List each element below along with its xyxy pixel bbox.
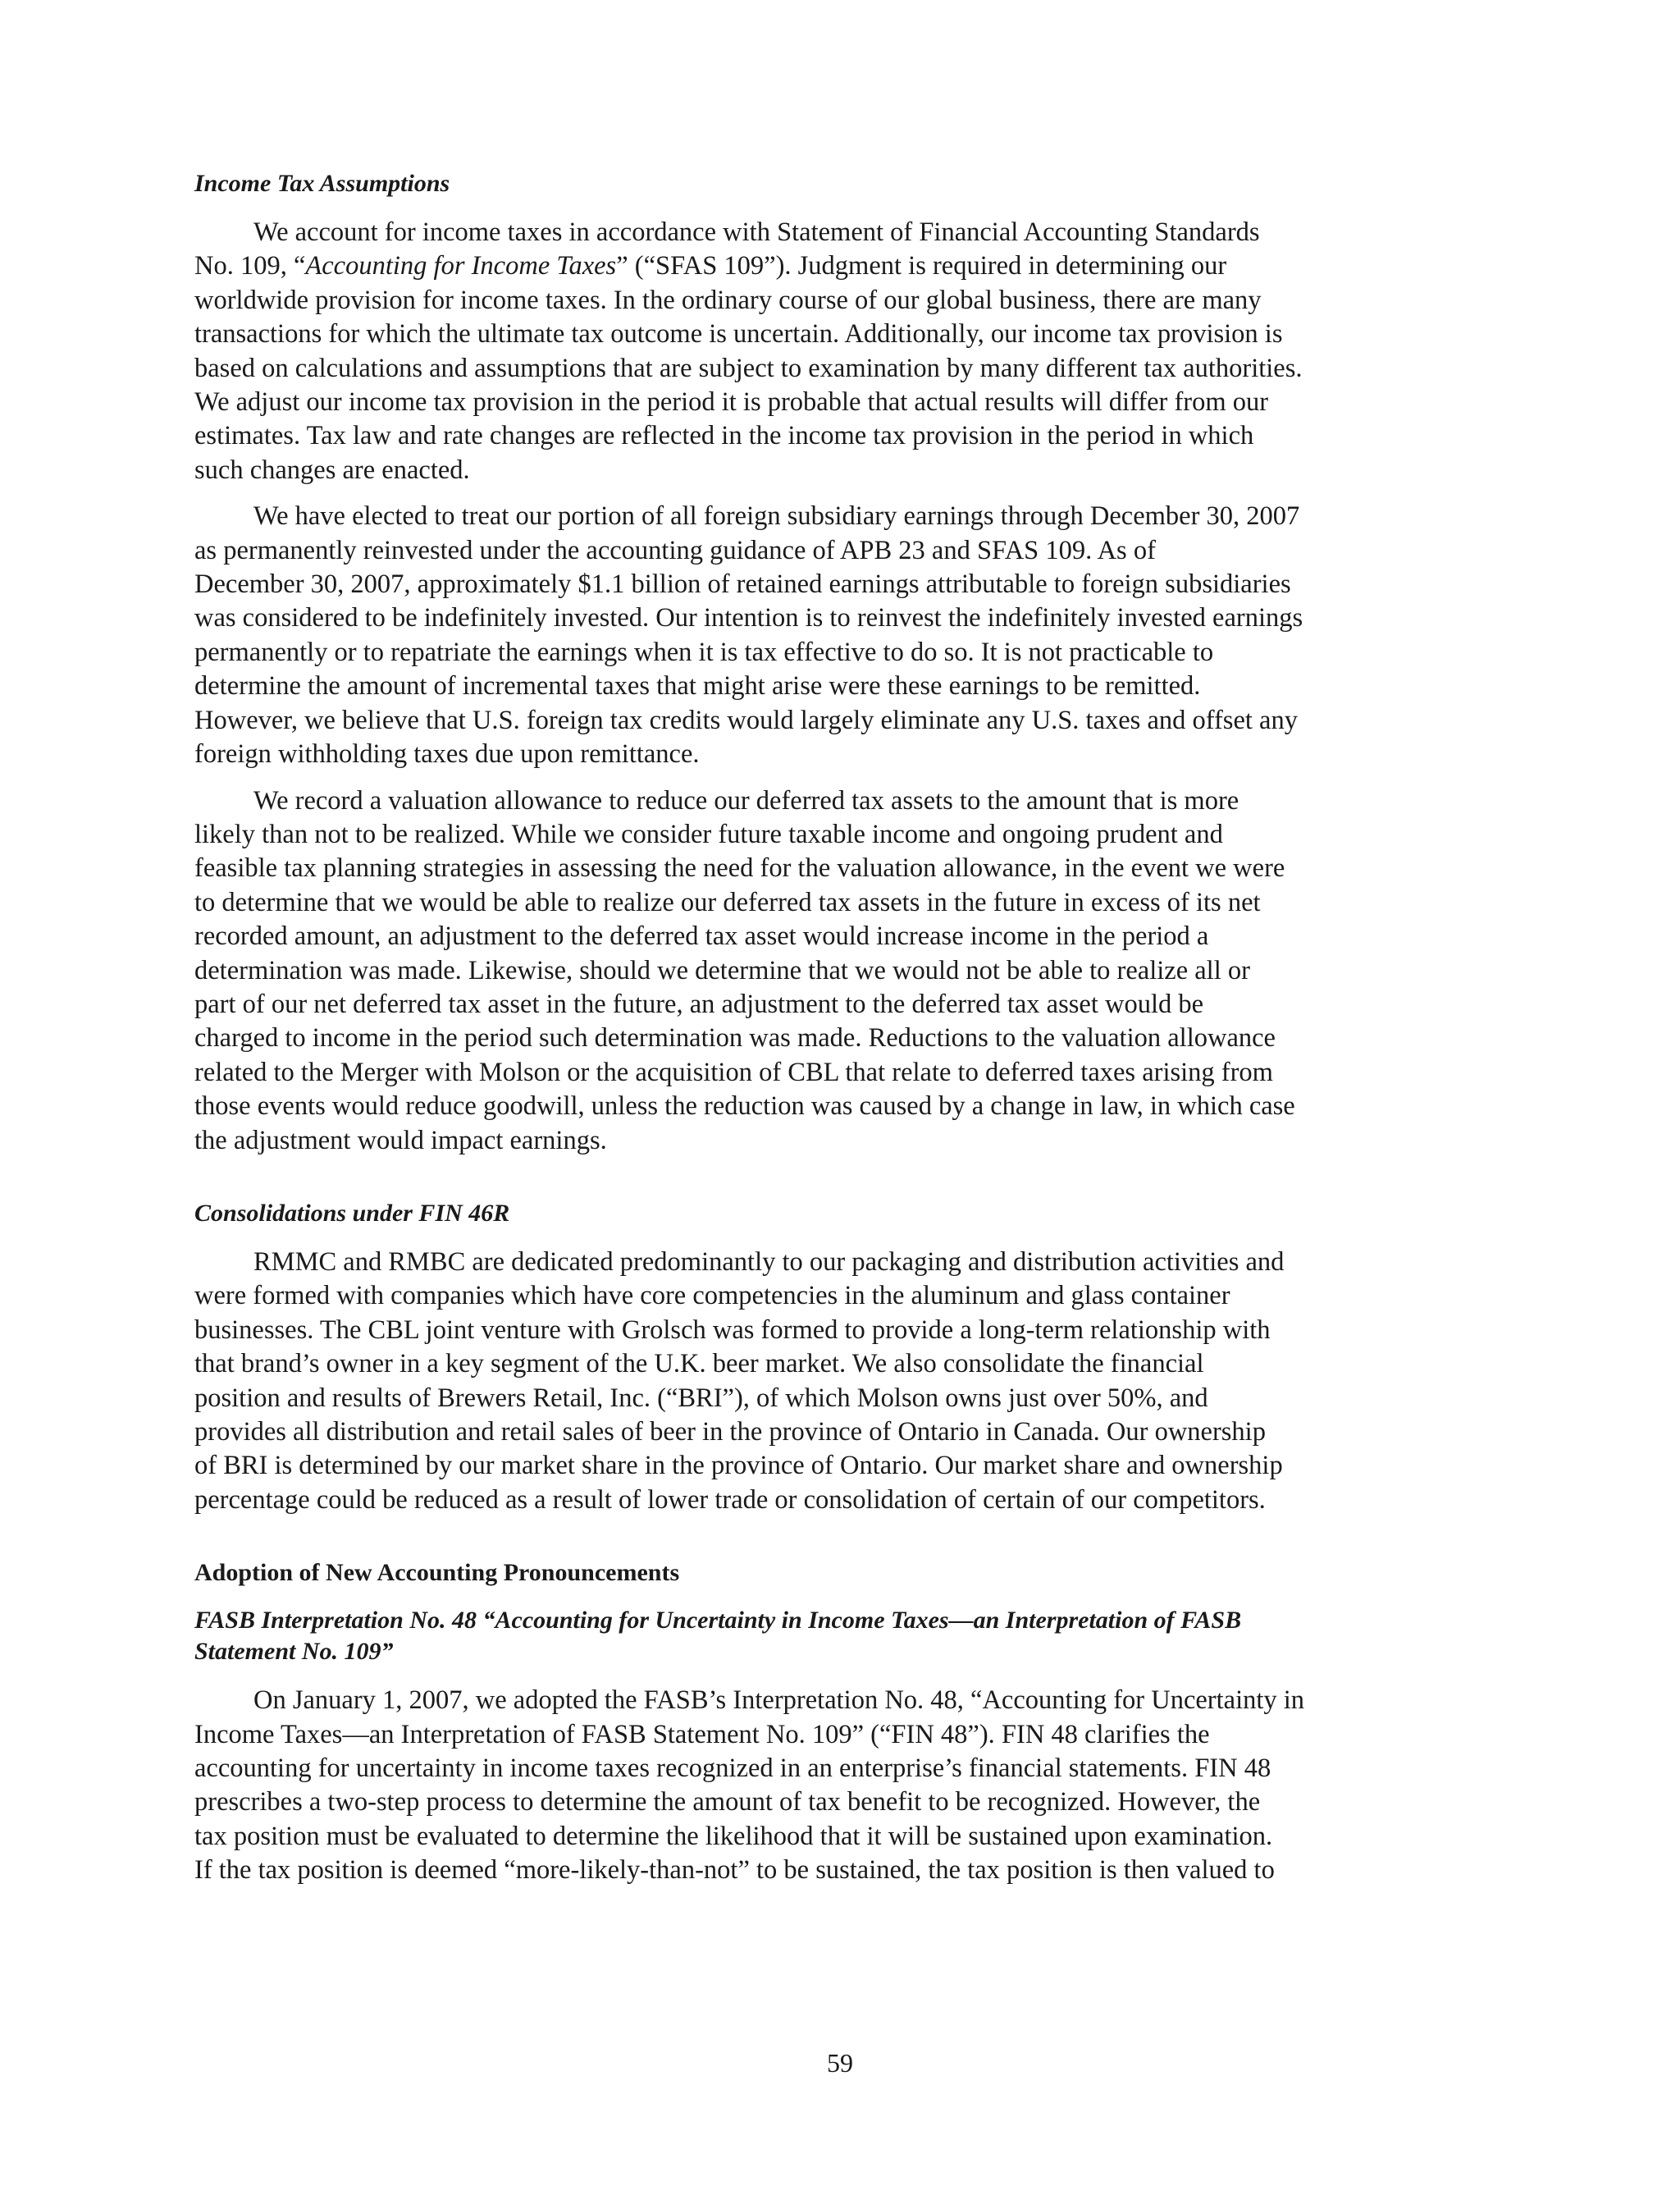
text-line: December 30, 2007, approximately $1.1 billion of retained earnings attributable to foreign subsidiaries	[194, 569, 1291, 600]
section-spacer	[194, 1529, 1491, 1557]
subheading-fin-48	[194, 1605, 1491, 1667]
section-heading-adoption: Adoption of New Accounting Pronouncements	[194, 1559, 680, 1587]
text-line: were formed with companies which have core competencies in the aluminum and glass container	[194, 1281, 1230, 1311]
text-line: percentage could be reduced as a result of lower trade or consolidation of certain of our competitors.	[194, 1484, 1266, 1515]
italic-title: Accounting for Income Taxes	[305, 251, 617, 281]
text-line: Income Taxes—an Interpretation of FASB Statement No. 109” (“FIN 48”). FIN 48 clarifies the	[194, 1719, 1210, 1749]
text-line: We account for income taxes in accordance with Statement of Financial Accounting Standards	[253, 217, 1260, 247]
text-line: such changes are enacted.	[194, 455, 470, 485]
text-line: tax position must be evaluated to determine the likelihood that it will be sustained upon examination.	[194, 1821, 1273, 1851]
text-line: those events would reduce goodwill, unless the reduction was caused by a change in law, in which case	[194, 1091, 1295, 1122]
text-line: that brand’s owner in a key segment of the U.K. beer market. We also consolidate the financial	[194, 1349, 1204, 1379]
text-line: RMMC and RMBC are dedicated predominantly to our packaging and distribution activities and	[253, 1246, 1285, 1277]
text-line: foreign withholding taxes due upon remittance.	[194, 739, 700, 770]
text-line: If the tax position is deemed “more-likely-than-not” to be sustained, the tax position is then valued to	[194, 1855, 1275, 1886]
text-line: provides all distribution and retail sales of beer in the province of Ontario in Canada. Our ownership	[194, 1417, 1266, 1447]
text-run: ” (“SFAS 109”). Judgment is required in determining our	[616, 251, 1227, 281]
text-line: based on calculations and assumptions that are subject to examination by many different tax authorities.	[194, 353, 1303, 383]
text-run: No. 109, “	[194, 251, 306, 281]
text-line: was considered to be indefinitely invested. Our intention is to reinvest the indefinitely invested earnings	[194, 603, 1303, 633]
text-line: determine the amount of incremental taxes that might arise were these earnings to be remitted.	[194, 671, 1201, 702]
text-line: We adjust our income tax provision in the period it is probable that actual results will differ from our	[194, 387, 1269, 418]
text-line: position and results of Brewers Retail, Inc. (“BRI”), of which Molson owns just over 50%, and	[194, 1383, 1208, 1413]
text-line: On January 1, 2007, we adopted the FASB’s Interpretation No. 48, “Accounting for Uncertainty in	[253, 1685, 1305, 1716]
paragraph-income-tax-1	[194, 216, 1491, 487]
text-line: accounting for uncertainty in income taxes recognized in an enterprise’s financial statements. FIN 48	[194, 1753, 1271, 1784]
document-page	[194, 168, 1491, 1900]
text-line: the adjustment would impact earnings.	[194, 1125, 607, 1155]
subheading-line: Statement No. 109”	[194, 1638, 394, 1666]
text-line: determination was made. Likewise, should we determine that we would not be able to realize all or	[194, 955, 1250, 985]
text-line: feasible tax planning strategies in assessing the need for the valuation allowance, in the event we were	[194, 853, 1285, 884]
section-heading-consolidations: Consolidations under FIN 46R	[194, 1199, 510, 1227]
subheading-line: FASB Interpretation No. 48 “Accounting for Uncertainty in Income Taxes—an Interpretation of FASB	[194, 1607, 1242, 1634]
text-line: related to the Merger with Molson or the acquisition of CBL that relate to deferred taxes arising from	[194, 1057, 1273, 1087]
section-spacer	[194, 1170, 1491, 1198]
paragraph-income-tax-3	[194, 784, 1491, 1158]
text-line: likely than not to be realized. While we consider future taxable income and ongoing prudent and	[194, 819, 1223, 849]
paragraph-income-tax-2	[194, 500, 1491, 771]
text-line: part of our net deferred tax asset in the future, an adjustment to the deferred tax asset would be	[194, 989, 1204, 1019]
section-heading-income-tax: Income Tax Assumptions	[194, 170, 450, 197]
text-line	[194, 249, 1491, 283]
text-line: transactions for which the ultimate tax outcome is uncertain. Additionally, our income tax provision is	[194, 319, 1283, 350]
paragraph-consolidations-1	[194, 1246, 1491, 1517]
text-line: to determine that we would be able to realize our deferred tax assets in the future in excess of its net	[194, 887, 1261, 917]
text-line: prescribes a two-step process to determine the amount of tax benefit to be recognized. However, the	[194, 1787, 1261, 1817]
text-line: We record a valuation allowance to reduce our deferred tax assets to the amount that is more	[253, 785, 1239, 816]
text-line: We have elected to treat our portion of all foreign subsidiary earnings through December 30, 2007	[253, 501, 1300, 532]
page-number: 59	[827, 2048, 853, 2078]
text-line: permanently or to repatriate the earnings when it is tax effective to do so. It is not practicable to	[194, 637, 1214, 667]
text-line: However, we believe that U.S. foreign tax credits would largely eliminate any U.S. taxes and offset any	[194, 705, 1298, 735]
text-line: estimates. Tax law and rate changes are reflected in the income tax provision in the period in which	[194, 421, 1254, 451]
text-line: businesses. The CBL joint venture with Grolsch was formed to provide a long-term relationship with	[194, 1314, 1271, 1345]
paragraph-adoption-1	[194, 1684, 1491, 1887]
text-line: of BRI is determined by our market share in the province of Ontario. Our market share and ownership	[194, 1451, 1283, 1481]
text-line: charged to income in the period such determination was made. Reductions to the valuation allowance	[194, 1023, 1276, 1054]
text-line: recorded amount, an adjustment to the deferred tax asset would increase income in the period a	[194, 921, 1209, 952]
text-line: worldwide provision for income taxes. In the ordinary course of our global business, there are many	[194, 285, 1262, 315]
text-line: as permanently reinvested under the accounting guidance of APB 23 and SFAS 109. As of	[194, 535, 1156, 565]
